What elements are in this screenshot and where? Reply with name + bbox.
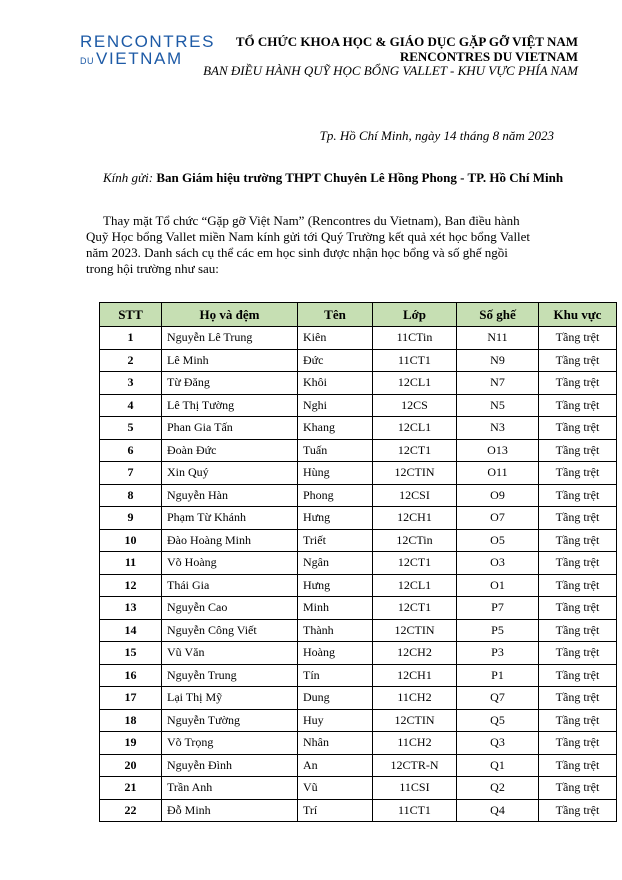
cell-ten: Hưng <box>298 507 373 530</box>
paragraph-line: năm 2023. Danh sách cụ thể các em học sinh được nhận học bổng và số ghế ngồi <box>86 245 508 260</box>
cell-khu-vuc: Tầng trệt <box>539 777 617 800</box>
paragraph-line: Thay mặt Tổ chức “Gặp gỡ Việt Nam” (Rencontres du Vietnam), Ban điều hành <box>103 213 520 228</box>
cell-so-ghe: O11 <box>457 462 539 485</box>
cell-stt: 4 <box>100 394 162 417</box>
cell-stt: 13 <box>100 597 162 620</box>
cell-so-ghe: O1 <box>457 574 539 597</box>
table-row <box>100 574 617 597</box>
cell-ho-va-dem: Phạm Từ Khánh <box>162 507 298 530</box>
cell-ten: Tín <box>298 664 373 687</box>
cell-so-ghe: O5 <box>457 529 539 552</box>
table-row <box>100 619 617 642</box>
cell-khu-vuc: Tầng trệt <box>539 529 617 552</box>
table-row <box>100 507 617 530</box>
cell-lop: 12CH2 <box>373 642 457 665</box>
cell-ten: Huy <box>298 709 373 732</box>
column-header-ten: Tên <box>298 303 373 327</box>
table-row <box>100 372 617 395</box>
cell-so-ghe: Q5 <box>457 709 539 732</box>
cell-so-ghe: N7 <box>457 372 539 395</box>
cell-stt: 21 <box>100 777 162 800</box>
cell-stt: 2 <box>100 349 162 372</box>
cell-khu-vuc: Tầng trệt <box>539 552 617 575</box>
cell-so-ghe: Q4 <box>457 799 539 822</box>
cell-so-ghe: Q7 <box>457 687 539 710</box>
column-header-ho-va-dem: Họ và đệm <box>162 303 298 327</box>
organization-header <box>203 35 578 79</box>
cell-lop: 12CT1 <box>373 597 457 620</box>
cell-ho-va-dem: Xin Quý <box>162 462 298 485</box>
cell-ho-va-dem: Nguyễn Lê Trung <box>162 327 298 350</box>
recipient-line <box>103 170 563 186</box>
cell-stt: 10 <box>100 529 162 552</box>
cell-stt: 15 <box>100 642 162 665</box>
cell-khu-vuc: Tầng trệt <box>539 664 617 687</box>
cell-ho-va-dem: Vũ Văn <box>162 642 298 665</box>
table-row <box>100 777 617 800</box>
cell-khu-vuc: Tầng trệt <box>539 799 617 822</box>
cell-lop: 11CH2 <box>373 732 457 755</box>
column-header-so-ghe: Số ghế <box>457 303 539 327</box>
cell-khu-vuc: Tầng trệt <box>539 462 617 485</box>
table-row <box>100 597 617 620</box>
paragraph-line: Quỹ Học bổng Vallet miền Nam kính gửi tới Quý Trường kết quả xét học bổng Vallet <box>86 229 531 244</box>
cell-ten: Ngân <box>298 552 373 575</box>
cell-lop: 12CH1 <box>373 507 457 530</box>
cell-ten: Nhân <box>298 732 373 755</box>
column-header-khu-vuc: Khu vực <box>539 303 617 327</box>
cell-lop: 12CL1 <box>373 417 457 440</box>
cell-stt: 12 <box>100 574 162 597</box>
cell-stt: 8 <box>100 484 162 507</box>
cell-stt: 18 <box>100 709 162 732</box>
cell-ten: Hùng <box>298 462 373 485</box>
document-date: Tp. Hồ Chí Minh, ngày 14 tháng 8 năm 2023 <box>319 128 554 143</box>
cell-so-ghe: P7 <box>457 597 539 620</box>
cell-khu-vuc: Tầng trệt <box>539 619 617 642</box>
cell-khu-vuc: Tầng trệt <box>539 642 617 665</box>
cell-khu-vuc: Tầng trệt <box>539 687 617 710</box>
table-row <box>100 552 617 575</box>
cell-stt: 14 <box>100 619 162 642</box>
cell-lop: 12CT1 <box>373 552 457 575</box>
cell-lop: 12CT1 <box>373 439 457 462</box>
table-row <box>100 687 617 710</box>
cell-ten: Khang <box>298 417 373 440</box>
cell-so-ghe: N11 <box>457 327 539 350</box>
cell-ten: Đức <box>298 349 373 372</box>
cell-khu-vuc: Tầng trệt <box>539 484 617 507</box>
table-row <box>100 417 617 440</box>
cell-stt: 19 <box>100 732 162 755</box>
org-department: BAN ĐIỀU HÀNH QUỸ HỌC BỔNG VALLET - KHU VỰC PHÍA NAM <box>203 63 578 78</box>
cell-khu-vuc: Tầng trệt <box>539 597 617 620</box>
cell-ho-va-dem: Nguyễn Trung <box>162 664 298 687</box>
cell-ho-va-dem: Lê Thị Tường <box>162 394 298 417</box>
column-header-stt: STT <box>100 303 162 327</box>
cell-lop: 12CTIN <box>373 709 457 732</box>
table-header-row <box>100 303 617 327</box>
cell-ho-va-dem: Võ Trọng <box>162 732 298 755</box>
table-body <box>100 327 617 822</box>
cell-lop: 11CSI <box>373 777 457 800</box>
cell-khu-vuc: Tầng trệt <box>539 417 617 440</box>
cell-khu-vuc: Tầng trệt <box>539 754 617 777</box>
cell-khu-vuc: Tầng trệt <box>539 574 617 597</box>
cell-stt: 17 <box>100 687 162 710</box>
cell-ho-va-dem: Nguyễn Cao <box>162 597 298 620</box>
cell-lop: 12CSI <box>373 484 457 507</box>
cell-ho-va-dem: Nguyễn Hàn <box>162 484 298 507</box>
table-row <box>100 754 617 777</box>
cell-lop: 11CTin <box>373 327 457 350</box>
cell-khu-vuc: Tầng trệt <box>539 709 617 732</box>
cell-ho-va-dem: Lại Thị Mỹ <box>162 687 298 710</box>
cell-khu-vuc: Tầng trệt <box>539 439 617 462</box>
cell-stt: 20 <box>100 754 162 777</box>
cell-so-ghe: P1 <box>457 664 539 687</box>
cell-lop: 12CL1 <box>373 574 457 597</box>
cell-ten: Triết <box>298 529 373 552</box>
scholarship-table <box>99 302 617 822</box>
cell-ho-va-dem: Đào Hoàng Minh <box>162 529 298 552</box>
cell-so-ghe: O7 <box>457 507 539 530</box>
logo-text-rencontres: RENCONTRES <box>80 32 216 51</box>
org-name-french: RENCONTRES DU VIETNAM <box>399 48 578 64</box>
cell-lop: 12CTin <box>373 529 457 552</box>
cell-khu-vuc: Tầng trệt <box>539 372 617 395</box>
cell-ho-va-dem: Đỗ Minh <box>162 799 298 822</box>
cell-stt: 16 <box>100 664 162 687</box>
cell-ho-va-dem: Từ Đăng <box>162 372 298 395</box>
cell-stt: 7 <box>100 462 162 485</box>
cell-ten: Trí <box>298 799 373 822</box>
cell-khu-vuc: Tầng trệt <box>539 327 617 350</box>
recipient-name: Ban Giám hiệu trường THPT Chuyên Lê Hồng Phong - TP. Hồ Chí Minh <box>156 170 564 185</box>
cell-khu-vuc: Tầng trệt <box>539 394 617 417</box>
cell-khu-vuc: Tầng trệt <box>539 507 617 530</box>
table-row <box>100 462 617 485</box>
cell-ten: Hoàng <box>298 642 373 665</box>
cell-ho-va-dem: Lê Minh <box>162 349 298 372</box>
cell-stt: 9 <box>100 507 162 530</box>
cell-ten: Minh <box>298 597 373 620</box>
cell-lop: 12CL1 <box>373 372 457 395</box>
cell-lop: 11CH2 <box>373 687 457 710</box>
cell-ten: An <box>298 754 373 777</box>
cell-ho-va-dem: Thái Gia <box>162 574 298 597</box>
logo-text-vietnam: VIETNAM <box>96 49 183 68</box>
cell-so-ghe: O13 <box>457 439 539 462</box>
table-row <box>100 664 617 687</box>
cell-ho-va-dem: Nguyễn Công Viết <box>162 619 298 642</box>
cell-so-ghe: Q3 <box>457 732 539 755</box>
cell-so-ghe: N5 <box>457 394 539 417</box>
cell-ten: Dung <box>298 687 373 710</box>
cell-so-ghe: P5 <box>457 619 539 642</box>
cell-lop: 11CT1 <box>373 799 457 822</box>
table-row <box>100 799 617 822</box>
table-row <box>100 642 617 665</box>
table-row <box>100 732 617 755</box>
table-row <box>100 327 617 350</box>
cell-stt: 11 <box>100 552 162 575</box>
body-paragraph <box>86 213 556 277</box>
cell-stt: 5 <box>100 417 162 440</box>
recipient-prefix: Kính gửi: <box>103 170 157 185</box>
cell-ten: Vũ <box>298 777 373 800</box>
paragraph-line: trong hội trường như sau: <box>86 261 219 276</box>
cell-ten: Phong <box>298 484 373 507</box>
cell-ho-va-dem: Trần Anh <box>162 777 298 800</box>
cell-so-ghe: Q1 <box>457 754 539 777</box>
rencontres-logo <box>80 32 216 70</box>
table-row <box>100 394 617 417</box>
logo-text-line2 <box>80 50 195 70</box>
cell-lop: 12CTIN <box>373 462 457 485</box>
cell-stt: 6 <box>100 439 162 462</box>
cell-ten: Khôi <box>298 372 373 395</box>
cell-ho-va-dem: Phan Gia Tấn <box>162 417 298 440</box>
table-row <box>100 439 617 462</box>
cell-khu-vuc: Tầng trệt <box>539 732 617 755</box>
cell-so-ghe: N9 <box>457 349 539 372</box>
cell-ho-va-dem: Võ Hoàng <box>162 552 298 575</box>
cell-so-ghe: Q2 <box>457 777 539 800</box>
cell-ten: Nghi <box>298 394 373 417</box>
cell-lop: 11CT1 <box>373 349 457 372</box>
cell-so-ghe: O9 <box>457 484 539 507</box>
cell-so-ghe: O3 <box>457 552 539 575</box>
cell-stt: 1 <box>100 327 162 350</box>
cell-lop: 12CTR-N <box>373 754 457 777</box>
cell-so-ghe: P3 <box>457 642 539 665</box>
cell-stt: 3 <box>100 372 162 395</box>
cell-ho-va-dem: Nguyễn Tường <box>162 709 298 732</box>
org-name: TỔ CHỨC KHOA HỌC & GIÁO DỤC GẶP GỠ VIỆT NAM <box>235 34 578 49</box>
cell-ten: Hưng <box>298 574 373 597</box>
cell-lop: 12CS <box>373 394 457 417</box>
table-row <box>100 709 617 732</box>
table-row <box>100 529 617 552</box>
cell-lop: 12CH1 <box>373 664 457 687</box>
table-row <box>100 349 617 372</box>
cell-khu-vuc: Tầng trệt <box>539 349 617 372</box>
table-row <box>100 484 617 507</box>
cell-lop: 12CTIN <box>373 619 457 642</box>
cell-ten: Tuấn <box>298 439 373 462</box>
cell-stt: 22 <box>100 799 162 822</box>
column-header-lop: Lớp <box>373 303 457 327</box>
cell-ho-va-dem: Đoàn Đức <box>162 439 298 462</box>
cell-so-ghe: N3 <box>457 417 539 440</box>
cell-ho-va-dem: Nguyễn Đình <box>162 754 298 777</box>
cell-ten: Thành <box>298 619 373 642</box>
cell-ten: Kiên <box>298 327 373 350</box>
logo-text-du: DU <box>80 56 94 66</box>
